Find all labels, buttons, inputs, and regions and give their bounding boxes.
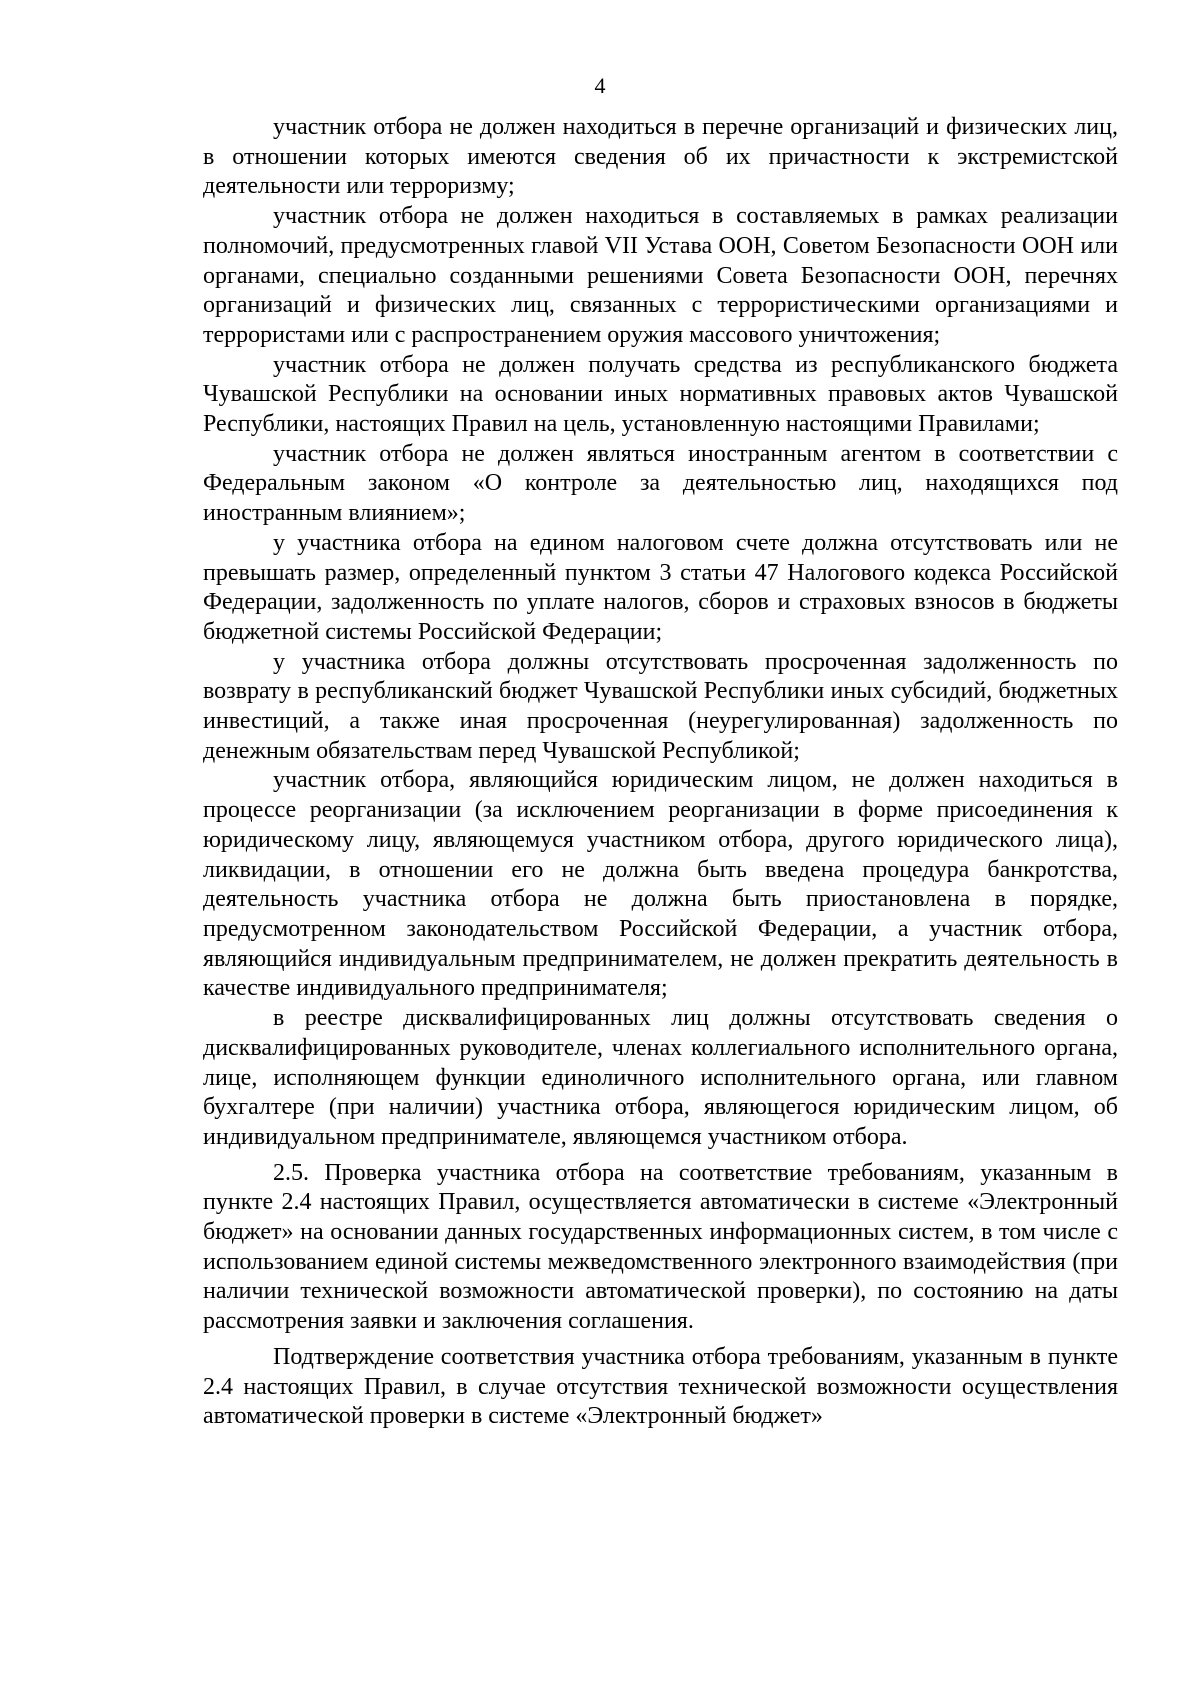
- paragraph-overdue-debt: у участника отбора должны отсутствовать просроченная задолженность по возврату в республиканский бюджет Чувашской Республики иных субсидий, бюджетных инвестиций, а также иная просроченная (неурегулированная) задолженность по денежным обязательствам перед Чувашской Республикой;: [203, 648, 1118, 764]
- paragraph-tax-debt: у участника отбора на едином налоговом счете должна отсутствовать или не превышать размер, определенный пунктом 3 статьи 47 Налогового кодекса Российской Федерации, задолженность по уплате налогов, сборов и страховых взносов в бюджеты бюджетной системы Российской Федерации;: [203, 529, 1118, 645]
- document-body: [203, 113, 1118, 1432]
- paragraph-un-sanctions-list: участник отбора не должен находиться в составляемых в рамках реализации полномочий, предусмотренных главой VII Устава ООН, Советом Безопасности ООН или органами, специально созданными решениями Совета Безопасности ООН, перечнях организаций и физических лиц, связанных с террористическими организациями и террористами или с распространением оружия массового уничтожения;: [203, 203, 1118, 348]
- paragraph-disqualified-persons: в реестре дисквалифицированных лиц должны отсутствовать сведения о дисквалифицированных руководителе, членах коллегиального исполнительного органа, лице, исполняющем функции единоличного исполнительного органа, или главном бухгалтере (при наличии) участника отбора, являющегося юридическим лицом, об индивидуальном предпринимателе, являющемся участником отбора.: [203, 1005, 1118, 1150]
- page-number: 4: [594, 73, 606, 98]
- paragraph-clause-2-5: 2.5. Проверка участника отбора на соответствие требованиям, указанным в пункте 2.4 настоящих Правил, осуществляется автоматически в системе «Электронный бюджет» на основании данных государственных информационных систем, в том числе с использованием единой системы межведомственного электронного взаимодействия (при наличии технической возможности автоматической проверки), по состоянию на даты рассмотрения заявки и заключения соглашения.: [203, 1159, 1118, 1335]
- paragraph-budget-funds: участник отбора не должен получать средства из республиканского бюджета Чувашской Республики на основании иных нормативных правовых актов Чувашской Республики, настоящих Правил на цель, установленную настоящими Правилами;: [203, 351, 1118, 438]
- paragraph-reorganization: участник отбора, являющийся юридическим лицом, не должен находиться в процессе реорганизации (за исключением реорганизации в форме присоединения к юридическому лицу, являющемуся участником отбора, другого юридического лица), ликвидации, в отношении его не должна быть введена процедура банкротства, деятельность участника отбора не должна быть приостановлена в порядке, предусмотренном законодательством Российской Федерации, а участник отбора, являющийся индивидуальным предпринимателем, не должен прекратить деятельность в качестве индивидуального предпринимателя;: [203, 767, 1118, 1002]
- paragraph-foreign-agent: участник отбора не должен являться иностранным агентом в соответствии с Федеральным законом «О контроле за деятельностью лиц, находящихся под иностранным влиянием»;: [203, 440, 1118, 527]
- paragraph-confirmation: Подтверждение соответствия участника отбора требованиям, указанным в пункте 2.4 настоящих Правил, в случае отсутствия технической возможности осуществления автоматической проверки в системе «Электронный бюджет»: [203, 1343, 1118, 1430]
- paragraph-extremism-list: участник отбора не должен находиться в перечне организаций и физических лиц, в отношении которых имеются сведения об их причастности к экстремистской деятельности или терроризму;: [203, 114, 1118, 200]
